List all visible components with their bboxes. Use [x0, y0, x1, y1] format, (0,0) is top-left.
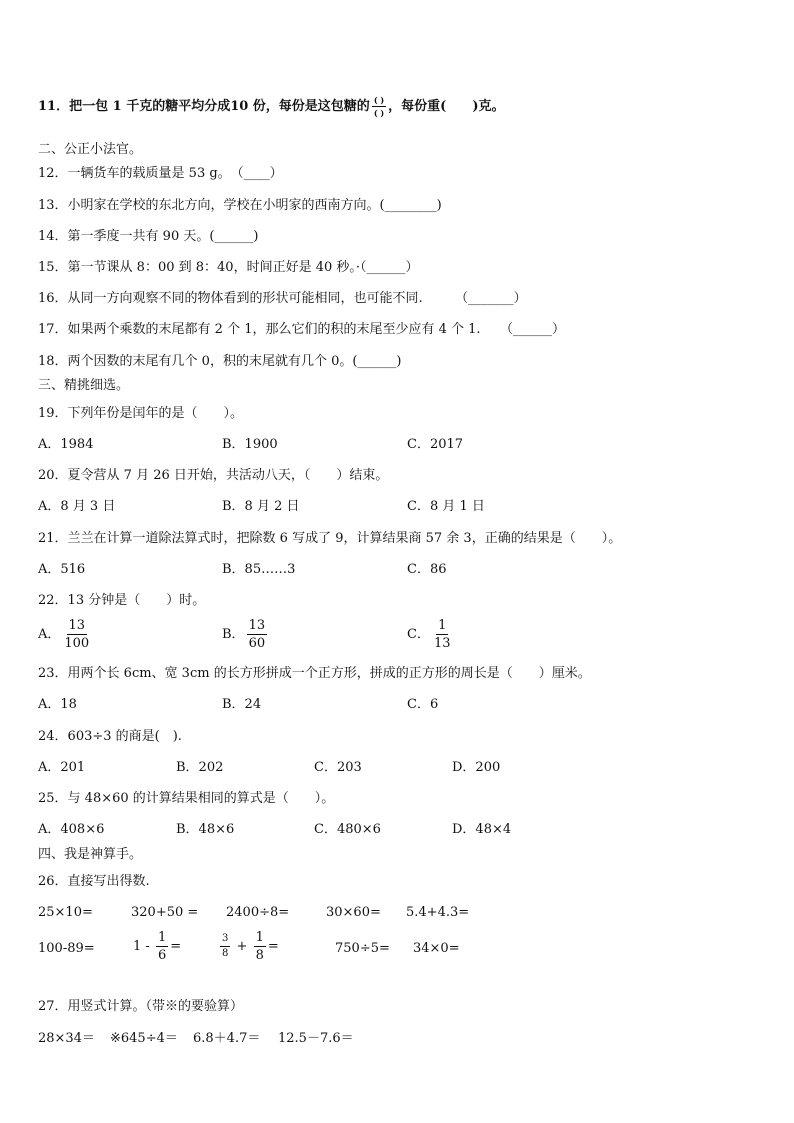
q25-option-a: A．408×6	[38, 822, 105, 837]
q22-option-c: C． $\frac{1}{13}$	[407, 618, 451, 651]
q23-option-c: C．6	[407, 697, 439, 712]
q24-option-d: D．200	[452, 760, 501, 775]
q19-option-c: C．2017	[407, 437, 464, 452]
question-25-stem: 25．与 48×60 的计算结果相同的算式是（ ）。	[38, 791, 335, 806]
question-26-stem: 26．直接写出得数.	[38, 874, 150, 889]
section-2-heading: 二、公正小法官。	[38, 142, 143, 157]
question-20-stem: 20．夏令营从 7 月 26 日开始，共活动八天，（ ）结束。	[38, 468, 389, 483]
calc-item: 34×0=	[413, 941, 460, 956]
question-16: 16．从同一方向观察不同的物体看到的形状可能相同，也可能不同. （_______）	[38, 291, 527, 306]
fraction: $\frac{13}{60}$	[248, 618, 266, 651]
fraction: $\frac{1}{6}$	[157, 930, 167, 963]
question-18: 18．两个因数的末尾有几个 0，积的末尾就有几个 0。(______)	[38, 354, 402, 369]
question-15: 15．第一节课从 8：00 到 8：40，时间正好是 40 秒。·（______）	[38, 260, 419, 275]
q24-option-a: A．201	[38, 760, 86, 775]
q25-option-d: D．48×4	[452, 822, 512, 837]
fraction: $\frac{3}{8}$	[222, 933, 229, 959]
section-4-heading: 四、我是神算手。	[38, 847, 143, 862]
q25-option-b: B．48×6	[176, 822, 235, 837]
calc-item: 750÷5=	[335, 941, 390, 956]
q19-option-a: A．1984	[38, 437, 94, 452]
fraction: $\frac{13}{100}$	[64, 618, 90, 651]
question-19-stem: 19．下列年份是闰年的是（ ）。	[38, 406, 244, 421]
q20-option-b: B．8 月 2 日	[222, 499, 300, 514]
question-13: 13．小明家在学校的东北方向，学校在小明家的西南方向。(________)	[38, 198, 442, 213]
question-23-stem: 23．用两个长 6cm、宽 3cm 的长方形拼成一个正方形，拼成的正方形的周长是（ ）厘米。	[38, 666, 591, 681]
q24-option-b: B．202	[176, 760, 224, 775]
q20-option-c: C．8 月 1 日	[407, 499, 485, 514]
vertical-calc-item: ※645÷4＝	[110, 1031, 178, 1046]
q25-option-c: C．480×6	[314, 822, 381, 837]
calc-item: 320+50 =	[131, 905, 199, 920]
fraction-blank: $\frac{( )}{( )}$	[373, 95, 385, 118]
question-14: 14．第一季度一共有 90 天。(______)	[38, 229, 259, 244]
question-22-stem: 22．13 分钟是（ ）时。	[38, 593, 206, 608]
question-12: 12．一辆货车的载质量是 53 g。 （____）	[38, 166, 283, 181]
q23-option-a: A．18	[38, 697, 77, 712]
calc-item: 2400÷8=	[226, 905, 290, 920]
question-17: 17．如果两个乘数的末尾都有 2 个 1，那么它们的积的末尾至少应有 4 个 1. （______）	[38, 322, 566, 337]
q21-option-c: C．86	[407, 562, 447, 577]
fraction: $\frac{1}{13}$	[433, 618, 451, 651]
section-3-heading: 三、精挑细选。	[38, 378, 130, 393]
q23-option-b: B．24	[222, 697, 262, 712]
calc-item: 5.4+4.3=	[406, 905, 470, 920]
vertical-calc-item: 12.5－7.6＝	[278, 1031, 354, 1046]
q22-option-b: B． $\frac{13}{60}$	[222, 618, 266, 651]
question-21-stem: 21．兰兰在计算一道除法算式时，把除数 6 写成了 9，计算结果商 57 余 3，正确的结果是（ ）。	[38, 531, 622, 546]
calc-item-fraction: 1 - $\frac{1}{6}$ =	[133, 930, 182, 963]
q21-option-b: B．85……3	[222, 562, 296, 577]
question-27-stem: 27．用竖式计算。（带※的要验算）	[38, 999, 244, 1014]
q24-option-c: C．203	[314, 760, 362, 775]
question-11: 11．把一包 1 千克的糖平均分成10 份，每份是这包糖的 $\frac{( )}{( )}$ ，每份重( )克。	[38, 95, 505, 118]
calc-item: 30×60=	[326, 905, 381, 920]
calc-item: 25×10=	[38, 905, 93, 920]
q20-option-a: A．8 月 3 日	[38, 499, 116, 514]
q19-option-b: B．1900	[222, 437, 278, 452]
calc-item-fraction: $\frac{3}{8}$ + $\frac{1}{8}$ =	[222, 930, 279, 963]
vertical-calc-item: 28×34＝	[38, 1031, 95, 1046]
vertical-calc-item: 6.8＋4.7＝	[193, 1031, 261, 1046]
calc-item: 100-89=	[38, 941, 95, 956]
q21-option-a: A．516	[38, 562, 86, 577]
fraction: $\frac{1}{8}$	[255, 930, 264, 963]
question-24-stem: 24．603÷3 的商是( ).	[38, 729, 182, 744]
q22-option-a: A． $\frac{13}{100}$	[38, 618, 90, 651]
